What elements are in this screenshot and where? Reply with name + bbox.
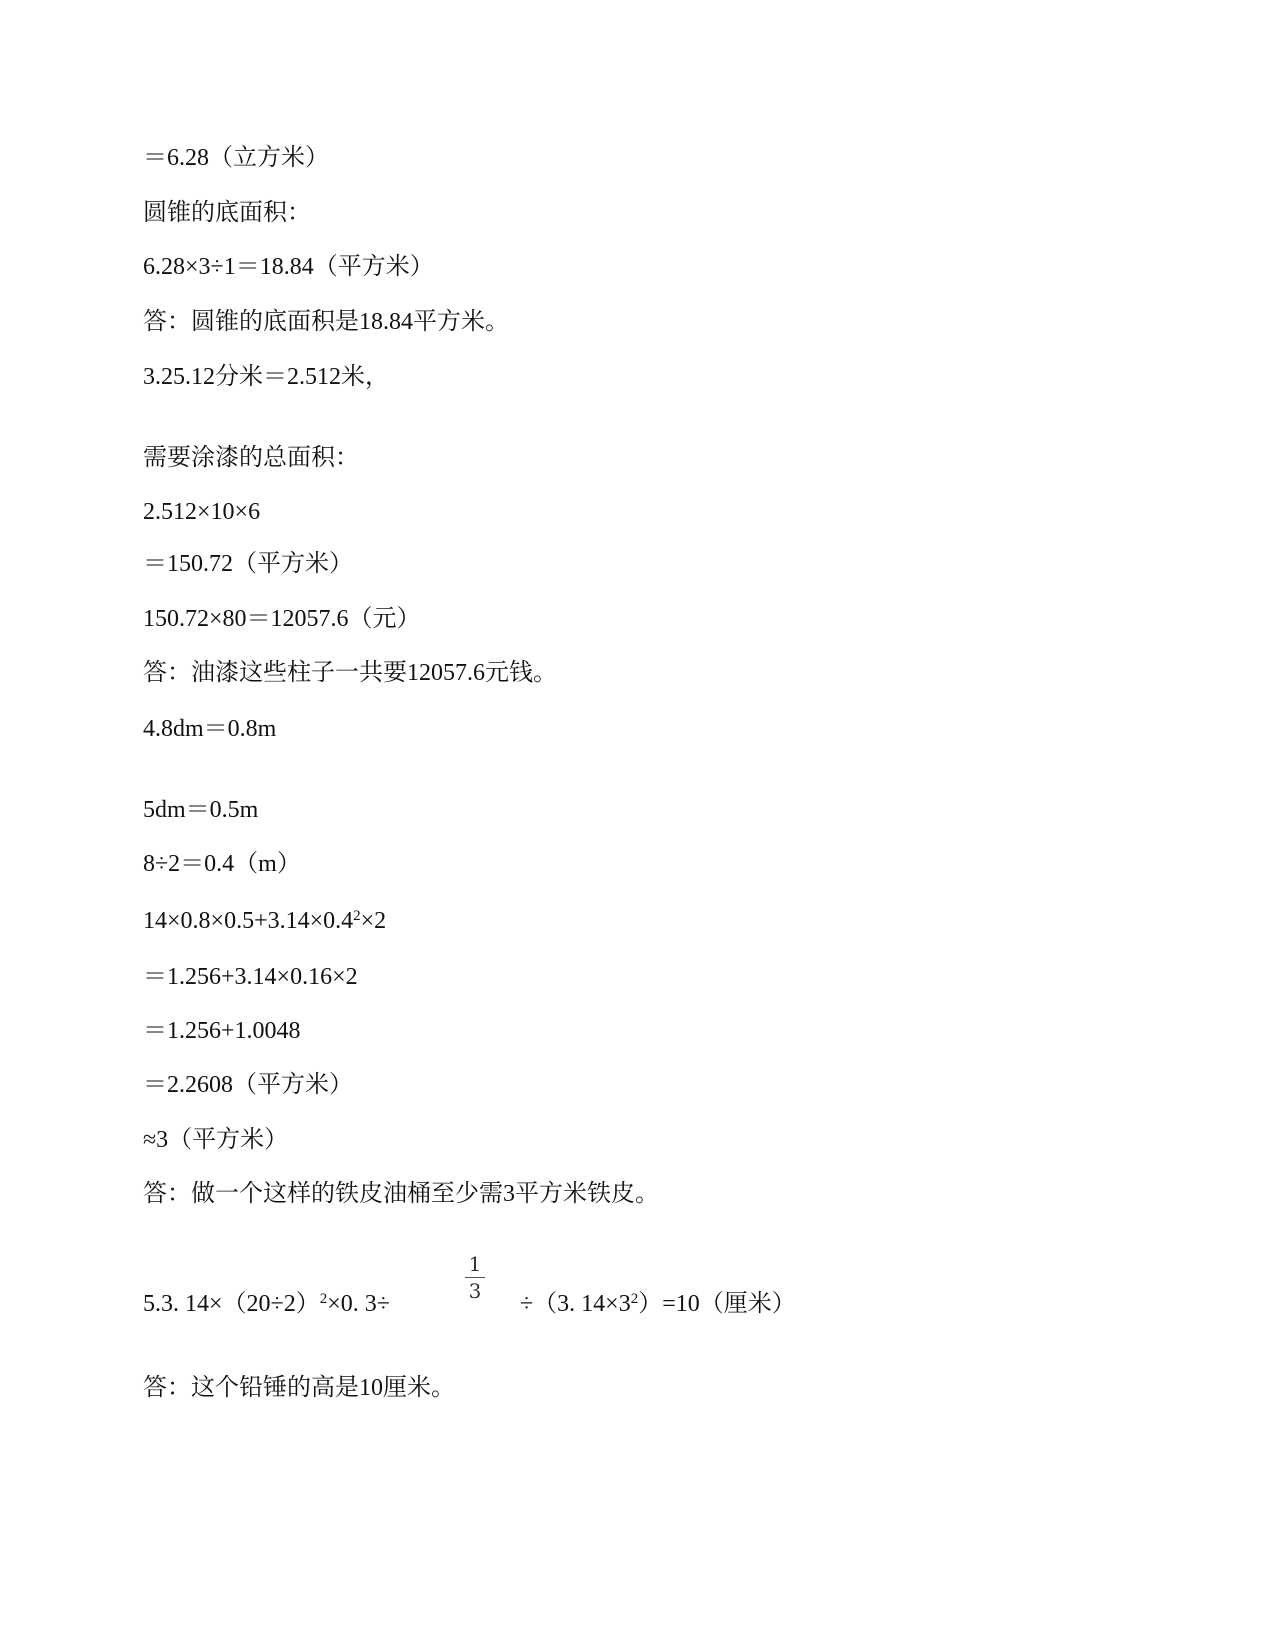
expr5-exponent1: 2 — [319, 1290, 328, 1307]
text-line: ≈3（平方米） — [143, 1127, 289, 1153]
expr-exponent: 2 — [353, 907, 361, 924]
expr5-part2: ×0. 3÷ — [327, 1291, 390, 1317]
text-line: 150.72×80＝12057.6（元） — [143, 606, 421, 632]
height-expression-right — [520, 1289, 796, 1319]
expr-base: 14×0.8×0.5+3.14×0.4 — [143, 908, 354, 934]
expr5-exponent2: 2 — [630, 1290, 639, 1307]
fraction-bar — [465, 1277, 485, 1278]
text-line: ＝1.256+1.0048 — [143, 1018, 301, 1044]
expr-tail: ×2 — [360, 908, 387, 934]
height-expression-left — [143, 1289, 390, 1319]
text-line: 4.8dm＝0.8m — [143, 716, 277, 742]
final-answer: 答：这个铅锤的高是10厘米。 — [143, 1375, 455, 1401]
text-line: 需要涂漆的总面积： — [143, 445, 359, 471]
text-line: 答：油漆这些柱子一共要12057.6元钱。 — [143, 660, 557, 686]
text-line: 圆锥的底面积： — [143, 200, 311, 226]
expr5-part1: 5.3. 14×（20÷2） — [143, 1291, 320, 1317]
expr5-part4: ）=10（厘米） — [638, 1291, 796, 1317]
text-line: 5dm＝0.5m — [143, 797, 259, 823]
text-line: ＝6.28（立方米） — [143, 145, 329, 171]
area-expression — [143, 906, 386, 936]
text-line: 6.28×3÷1＝18.84（平方米） — [143, 254, 434, 280]
text-line: ＝1.256+3.14×0.16×2 — [143, 964, 358, 990]
fraction-denominator: 3 — [468, 1279, 482, 1303]
fraction-numerator: 1 — [468, 1252, 482, 1276]
text-line: 3.25.12分米＝2.512米， — [143, 364, 389, 390]
fraction-one-third — [462, 1253, 488, 1302]
text-line: 答：圆锥的底面积是18.84平方米。 — [143, 309, 509, 335]
text-line: ＝2.2608（平方米） — [143, 1072, 353, 1098]
text-line: 2.512×10×6 — [143, 499, 261, 525]
expr5-part3: ÷（3. 14×3 — [520, 1291, 631, 1317]
text-line: 答：做一个这样的铁皮油桶至少需3平方米铁皮。 — [143, 1181, 659, 1207]
text-line: ＝150.72（平方米） — [143, 551, 353, 577]
text-line: 8÷2＝0.4（m） — [143, 851, 301, 877]
